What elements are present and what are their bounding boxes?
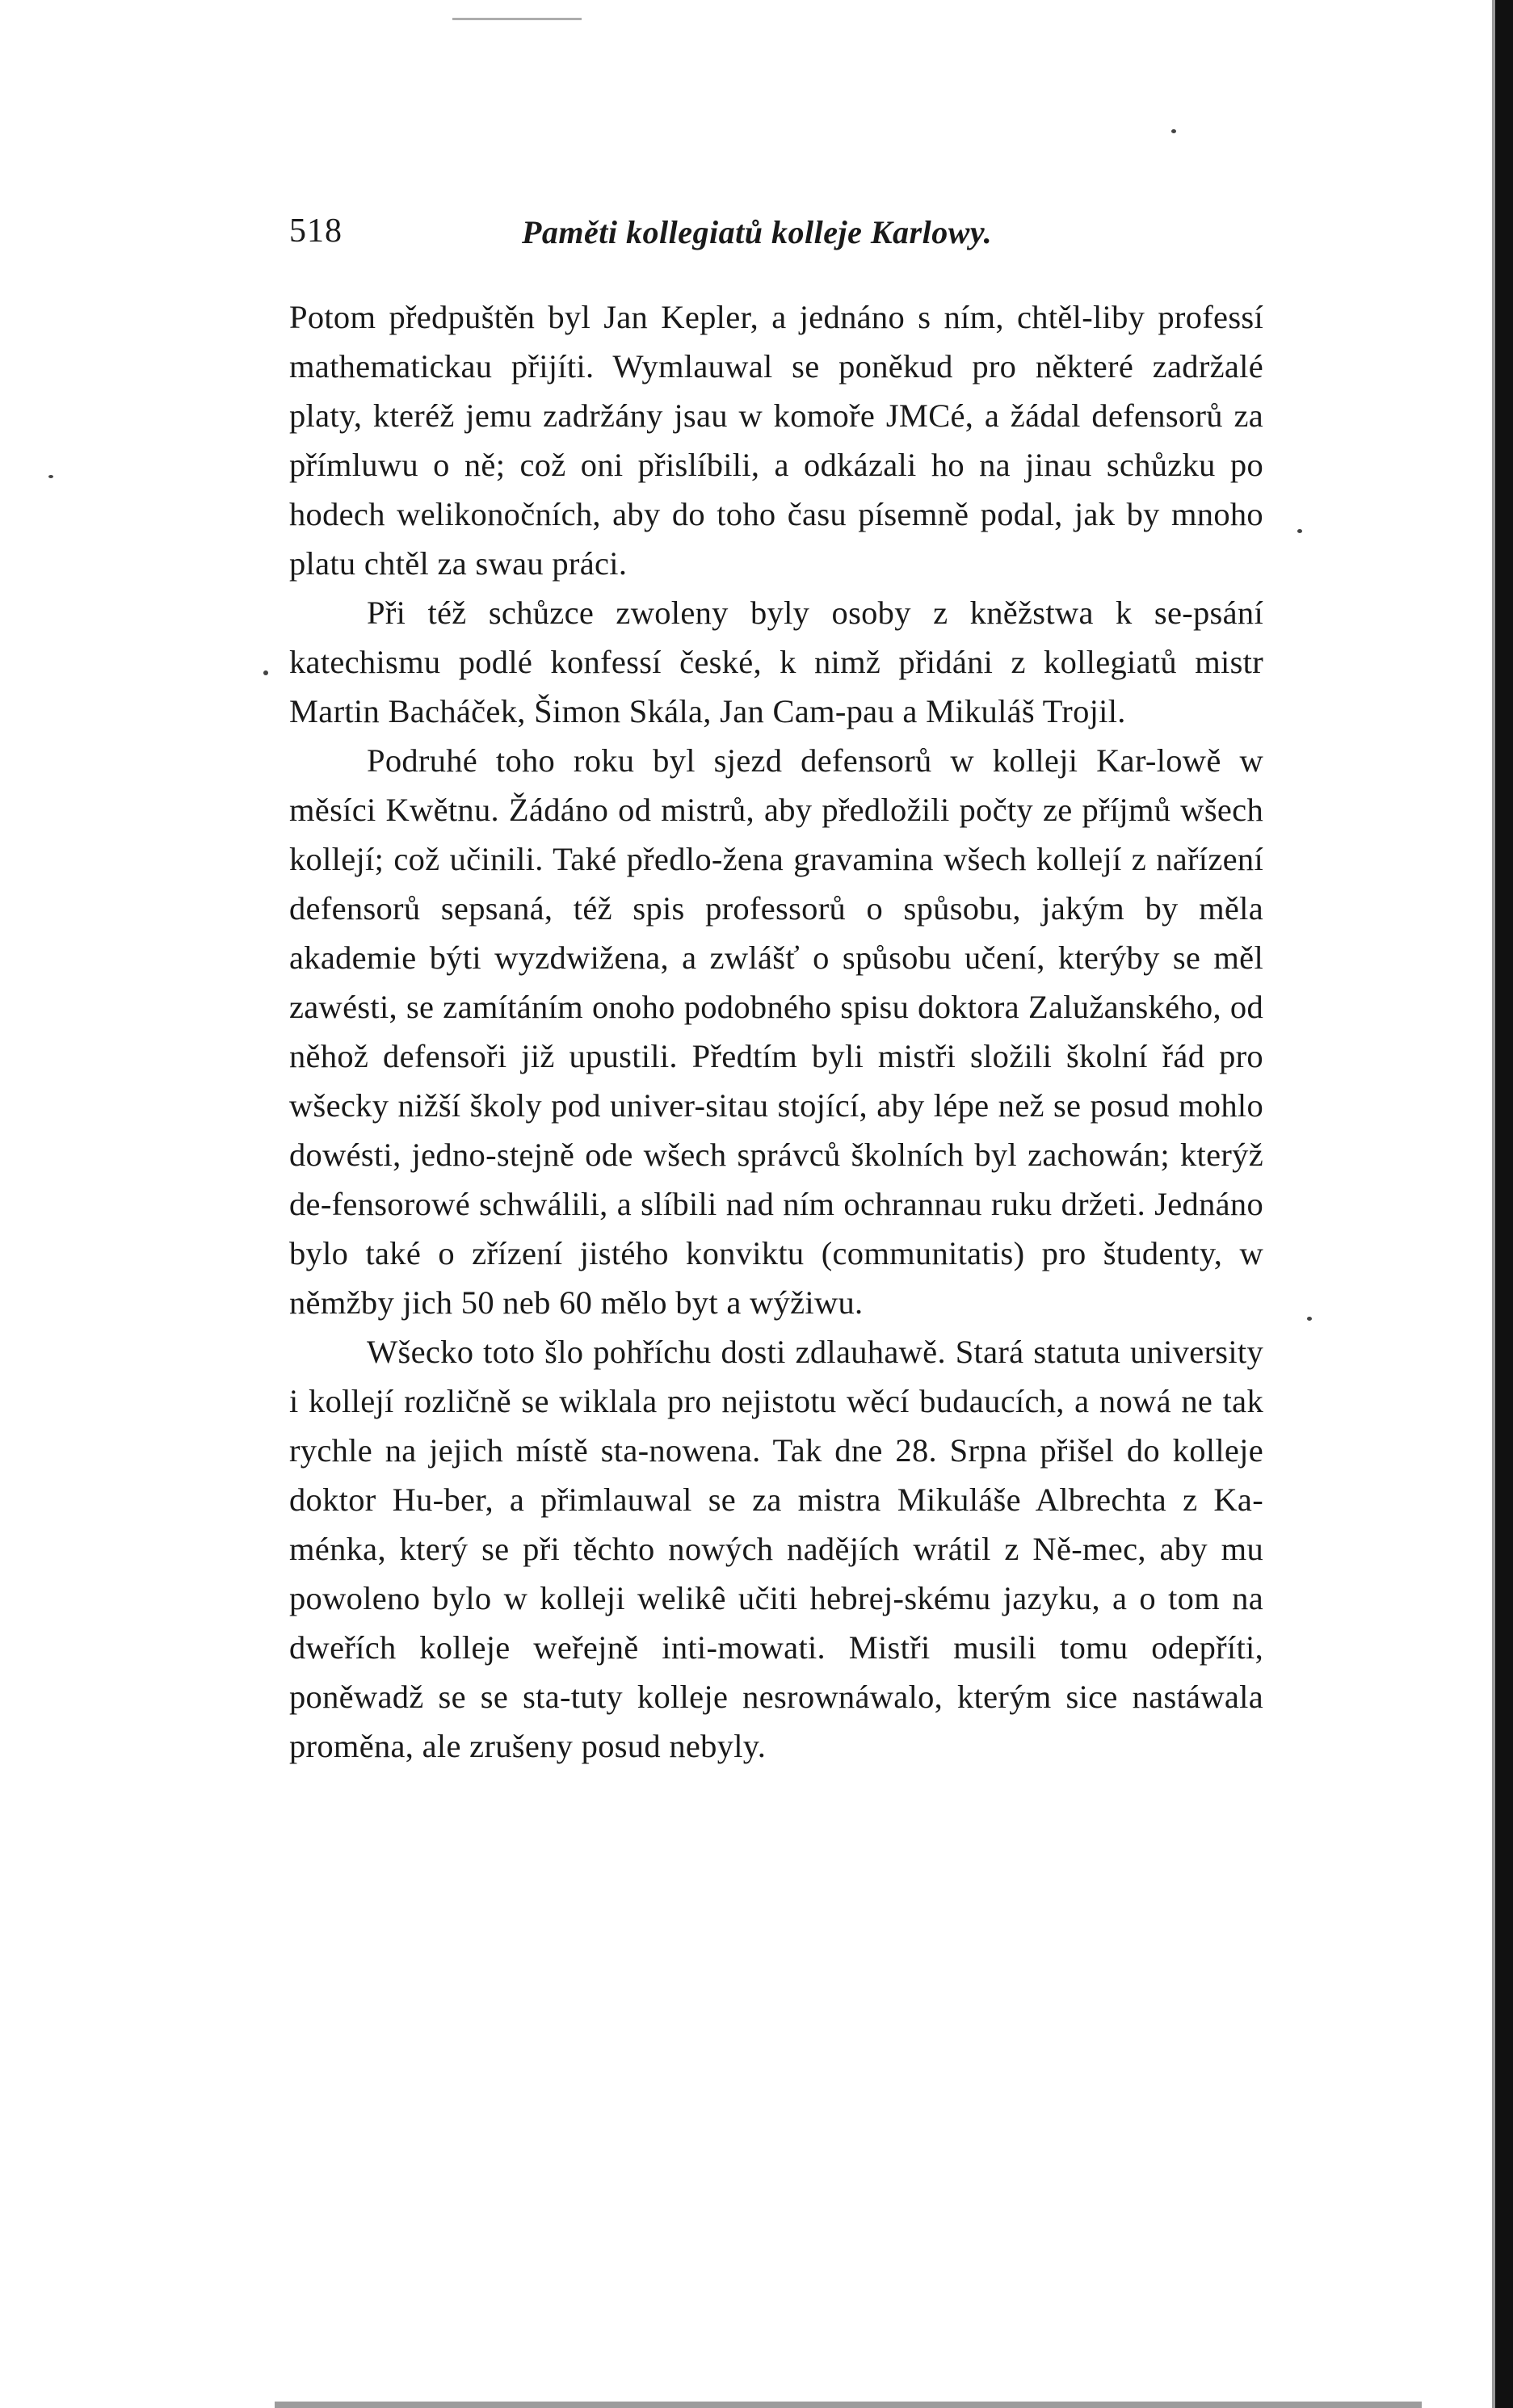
page-number: 518 (289, 212, 343, 250)
scan-speck (48, 475, 53, 478)
scan-speck (1297, 529, 1302, 533)
paragraph-4: Wšecko toto šlo pohříchu dosti zdlauhawě. Stará statuta university i kollejí rozličně se wiklala pro nejistotu wěcí budaucích, a nowá ne tak rychle na jejich místě sta-nowena. Tak dne 28. Srpna přišel do kolleje doktor Hu-ber, a přimlauwal se za mistra Mikuláše Albrechta z Ka-ménka, který se při těchto nowých nadějích wrátil z Ně-mec, aby mu powoleno bylo w kolleji welikê učiti hebrej-skému jazyku, a o tom na dweřích kolleje weřejně inti-mowati. Mistři musili tomu odepříti, poněwadž se se sta-tuty kolleje nesrownáwalo, kterým sice nastáwala proměna, ale zrušeny posud nebyly. (289, 1334, 1263, 1764)
scan-artifact-bottom (275, 2402, 1422, 2408)
scan-speck (1171, 129, 1176, 133)
running-title: Paměti kollegiatů kolleje Karlowy. (522, 214, 993, 250)
body-text (289, 292, 1263, 1771)
paragraph-3: Podruhé toho roku byl sjezd defensorů w kolleji Kar-lowě w měsíci Kwětnu. Žádáno od mistrů, aby předložili počty ze příjmů wšech kollejí; což učinili. Také předlo-žena gravamina wšech kollejí z nařízení defensorů sepsaná, též spis professorů o spůsobu, jakým by měla akademie býti wyzdwižena, a zwlášť o spůsobu učení, kterýby se měl zawésti, se zamítáním onoho podobného spisu doktora Zalužanského, od něhož defensoři již upustili. Předtím byli mistři složili školní řád pro wšecky nižší školy pod univer-sitau stojící, aby lépe než se posud mohlo dowésti, jedno-stejně ode wšech správců školních byl zachowán; kterýž de-fensorowé schwálili, a slíbili nad ním ochrannau ruku držeti. Jednáno bylo také o zřízení jistého konviktu (communitatis) pro študenty, w němžby jich 50 neb 60 mělo byt a wýžiwu. (289, 742, 1263, 1321)
paragraph-1: Potom předpuštěn byl Jan Kepler, a jednáno s ním, chtěl-liby professí mathematickau přijíti. Wymlauwal se poněkud pro některé zadržalé platy, kteréž jemu zadržány jsau w komoře JMCé, a žádal defensorů za přímluwu o ně; což oni přislíbili, a odkázali ho na jinau schůzku po hodech welikonočních, aby do toho času písemně podal, jak by mnoho platu chtěl za swau práci. (289, 299, 1263, 582)
scan-border-right (1495, 0, 1513, 2408)
paragraph-2: Při též schůzce zwoleny byly osoby z kněžstwa k se-psání katechismu podlé konfessí české, k nimž přidáni z kollegiatů mistr Martin Bacháček, Šimon Skála, Jan Cam-pau a Mikuláš Trojil. (289, 595, 1263, 729)
scan-artifact-top (452, 18, 582, 20)
scan-speck (263, 670, 268, 675)
scan-speck (1307, 1317, 1312, 1321)
page-header (289, 212, 1259, 268)
